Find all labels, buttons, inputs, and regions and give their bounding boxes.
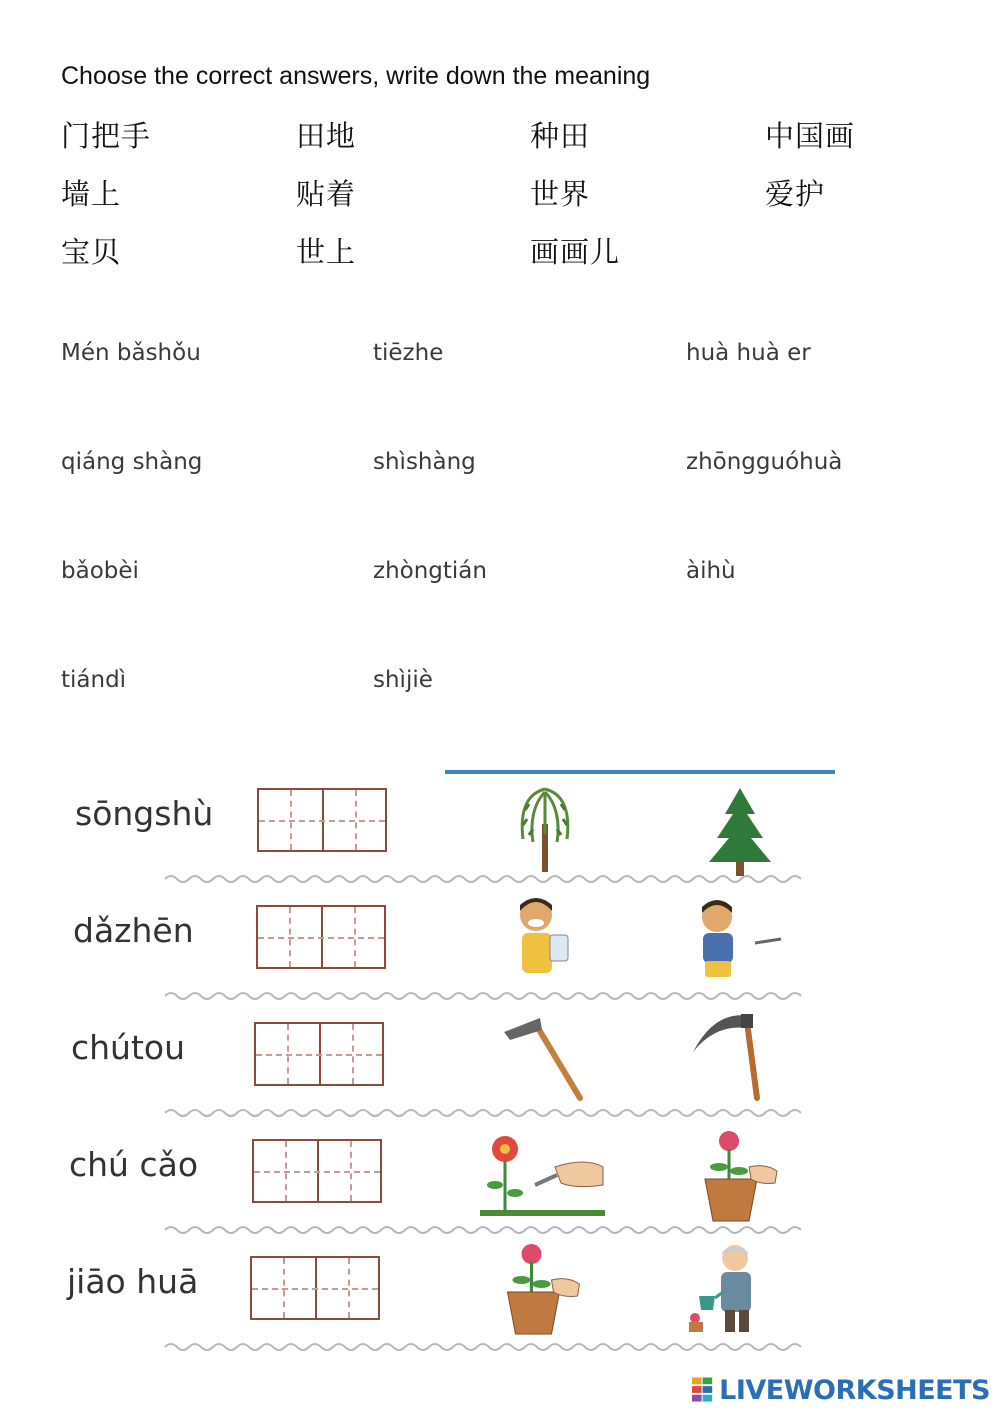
- pinyin-drop-target[interactable]: qiáng shàng: [61, 449, 203, 475]
- sickle-icon: [685, 1002, 775, 1102]
- exercise-row: [73, 893, 805, 1010]
- boy-drinking-icon: [510, 893, 580, 983]
- pinyin-drop-target[interactable]: huà huà er: [686, 340, 811, 366]
- hanzi-word: 种田: [530, 119, 591, 153]
- liveworksheets-brand: [692, 1373, 990, 1407]
- pinyin-drop-target[interactable]: shìjiè: [373, 667, 433, 693]
- instruction-text: Choose the correct answers, write down the meaning: [61, 62, 651, 90]
- exercise-row: [71, 1010, 805, 1127]
- blue-rule: [445, 770, 835, 774]
- weeding-flowers-icon: [475, 1127, 610, 1219]
- hoe-icon: [500, 1006, 590, 1102]
- pinyin-drop-target[interactable]: shìshàng: [373, 449, 476, 475]
- exercise-row: [75, 776, 805, 893]
- pinyin-drop-target[interactable]: tiēzhe: [373, 340, 444, 366]
- hanzi-word: 宝贝: [61, 235, 122, 269]
- hanzi-word: 画画儿: [530, 235, 621, 269]
- willow-tree-icon: [515, 784, 575, 874]
- hanzi-word: 贴着: [296, 177, 357, 211]
- hanzi-word: 门把手: [61, 119, 152, 153]
- wavy-divider: [155, 989, 805, 1003]
- liveworksheets-logo-icon: [692, 1377, 713, 1403]
- wavy-divider: [155, 872, 805, 886]
- brand-text: LIVEWORKSHEETS: [719, 1374, 990, 1406]
- exercise-pinyin-label: dǎzhēn: [73, 911, 194, 950]
- character-writing-box[interactable]: [254, 1022, 384, 1086]
- exercise-pinyin-label: sōngshù: [75, 794, 214, 833]
- pinyin-drop-target[interactable]: zhòngtián: [373, 558, 487, 584]
- character-writing-box[interactable]: [252, 1139, 382, 1203]
- wavy-divider: [155, 1340, 805, 1354]
- boy-injection-icon: [685, 895, 785, 985]
- character-writing-box[interactable]: [256, 905, 386, 969]
- hanzi-word: 世上: [296, 235, 357, 269]
- character-writing-box[interactable]: [257, 788, 387, 852]
- pine-tree-icon: [705, 786, 775, 878]
- hanzi-word: 世界: [530, 177, 591, 211]
- exercise-pinyin-label: jiāo huā: [67, 1262, 199, 1301]
- character-writing-box[interactable]: [250, 1256, 380, 1320]
- hanzi-word: 中国画: [765, 119, 856, 153]
- wavy-divider: [155, 1223, 805, 1237]
- hanzi-word: 墙上: [61, 177, 122, 211]
- potted-flower-icon: [495, 1240, 585, 1336]
- pinyin-drop-target[interactable]: Mén bǎshǒu: [61, 340, 201, 366]
- potted-flower-icon: [695, 1127, 780, 1223]
- hanzi-word: 爱护: [765, 177, 826, 211]
- exercise-pinyin-label: chú cǎo: [69, 1145, 199, 1184]
- hanzi-word: 田地: [296, 119, 357, 153]
- exercise-row: [67, 1244, 805, 1361]
- pinyin-drop-target[interactable]: àihù: [686, 558, 736, 584]
- pinyin-drop-target[interactable]: tiándì: [61, 667, 127, 693]
- pinyin-drop-target[interactable]: zhōngguóhuà: [686, 449, 843, 475]
- picture-exercise: [67, 770, 805, 1355]
- exercise-row: [69, 1127, 805, 1244]
- exercise-pinyin-label: chútou: [71, 1028, 186, 1067]
- old-man-watering-icon: [685, 1238, 775, 1334]
- wavy-divider: [155, 1106, 805, 1120]
- pinyin-drop-target[interactable]: bǎobèi: [61, 558, 139, 584]
